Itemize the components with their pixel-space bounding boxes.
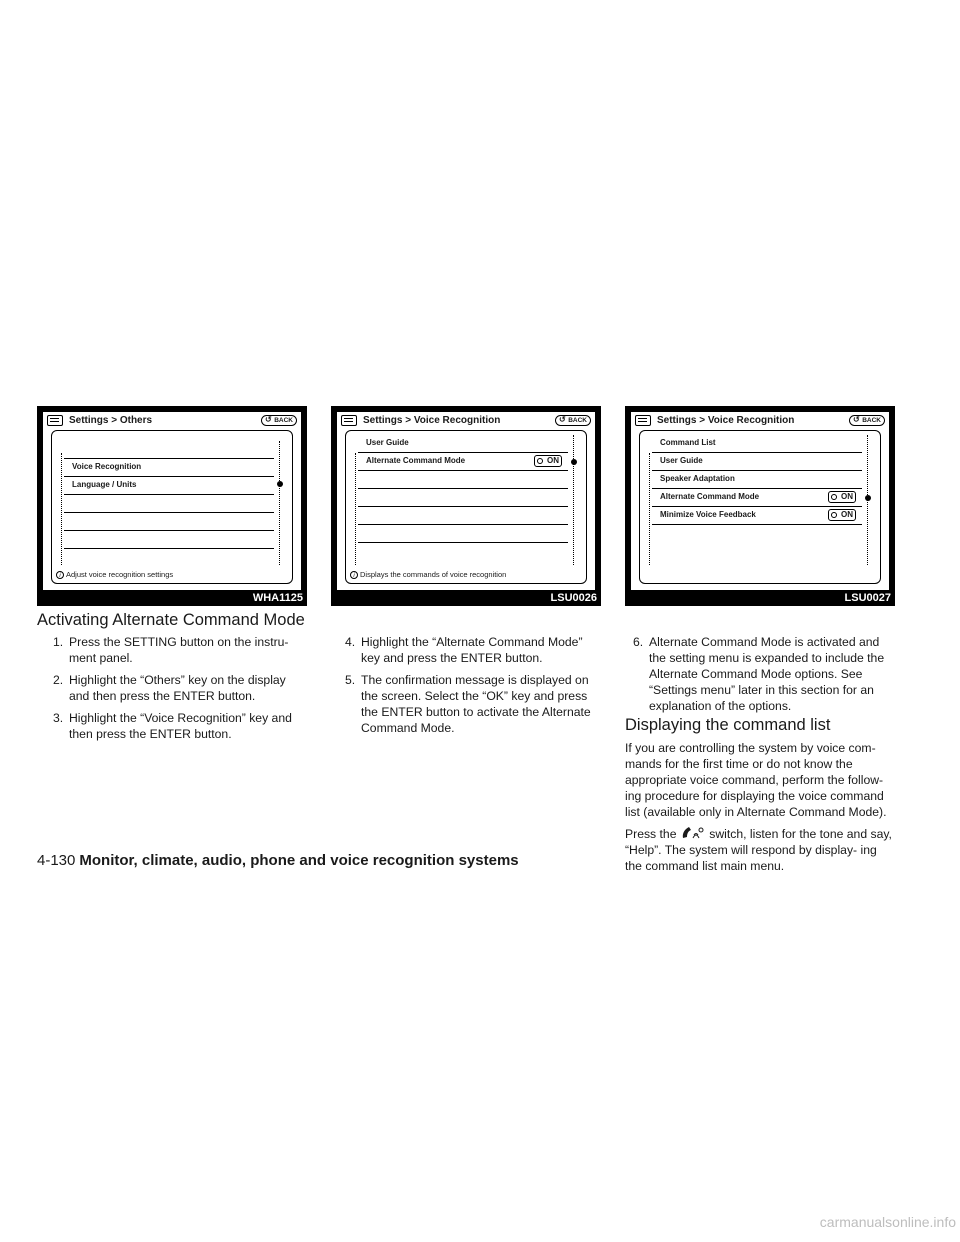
scroll-knob[interactable] bbox=[571, 459, 577, 465]
back-arrow-icon: ↺ bbox=[559, 415, 566, 424]
page-footer bbox=[37, 852, 519, 869]
screen-header bbox=[47, 414, 297, 430]
screen-header bbox=[635, 414, 885, 430]
left-scale bbox=[643, 453, 650, 565]
menu-row bbox=[64, 495, 274, 513]
paragraph: Press the switch, listen for the tone and say, “Help”. The system will respond by display- ing the command list main menu. bbox=[625, 827, 892, 873]
menu-row-alternate-command-mode[interactable]: Alternate Command Mode ON bbox=[358, 453, 568, 471]
radio-dot-icon bbox=[831, 512, 837, 518]
screen bbox=[337, 412, 595, 590]
step-item: 4. Highlight the “Alternate Command Mode” key and press the ENTER button. bbox=[345, 635, 583, 665]
figure-code: WHA1125 bbox=[252, 592, 303, 604]
radio-dot-icon bbox=[537, 458, 543, 464]
screen bbox=[43, 412, 301, 590]
menu-row bbox=[358, 525, 568, 543]
left-scale bbox=[349, 453, 356, 565]
info-bar: i Adjust voice recognition settings bbox=[56, 569, 288, 581]
menu-row bbox=[64, 531, 274, 549]
menu-row-speaker-adaptation[interactable]: Speaker Adaptation bbox=[652, 471, 862, 489]
menu-list bbox=[64, 441, 274, 549]
menu-icon bbox=[47, 415, 63, 426]
menu-row bbox=[358, 471, 568, 489]
scrollbar[interactable] bbox=[867, 435, 876, 565]
menu-row bbox=[64, 513, 274, 531]
menu-row bbox=[64, 441, 274, 459]
figure-voice-recognition bbox=[331, 406, 601, 606]
menu-row-language-units[interactable]: Language / Units bbox=[64, 477, 274, 495]
menu-panel bbox=[51, 430, 293, 584]
figure-code: LSU0026 bbox=[550, 592, 597, 604]
steps-column-2 bbox=[331, 634, 601, 742]
scrollbar[interactable] bbox=[279, 441, 288, 565]
menu-panel bbox=[639, 430, 881, 584]
scrollbar[interactable] bbox=[573, 435, 582, 565]
menu-icon bbox=[635, 415, 651, 426]
menu-row-minimize-voice-feedback[interactable]: Minimize Voice Feedback ON bbox=[652, 507, 862, 525]
menu-row-command-list[interactable]: Command List bbox=[652, 435, 862, 453]
back-arrow-icon: ↺ bbox=[265, 415, 272, 424]
figure-settings-others bbox=[37, 406, 307, 606]
menu-row-voice-recognition[interactable]: Voice Recognition bbox=[64, 459, 274, 477]
menu-row-user-guide[interactable]: User Guide bbox=[652, 453, 862, 471]
steps-column-1 bbox=[37, 634, 307, 748]
menu-row bbox=[358, 507, 568, 525]
back-button[interactable]: ↺ BACK bbox=[555, 415, 591, 426]
step-item: 3. Highlight the “Voice Recognition” key and then press the ENTER button. bbox=[53, 711, 292, 741]
back-button[interactable]: ↺ BACK bbox=[261, 415, 297, 426]
back-arrow-icon: ↺ bbox=[853, 415, 860, 424]
steps-column-3 bbox=[625, 634, 895, 720]
radio-dot-icon bbox=[831, 494, 837, 500]
on-toggle[interactable]: ON bbox=[534, 455, 562, 467]
talk-phone-icon bbox=[680, 826, 706, 840]
info-icon: i bbox=[56, 571, 64, 579]
menu-list bbox=[358, 435, 568, 543]
command-list-text bbox=[625, 740, 895, 880]
step-item: 2. Highlight the “Others” key on the display and then press the ENTER button. bbox=[53, 673, 286, 703]
menu-row-user-guide[interactable]: User Guide bbox=[358, 435, 568, 453]
info-icon: i bbox=[350, 571, 358, 579]
info-bar: i Displays the commands of voice recognition bbox=[350, 569, 582, 581]
chapter-title: Monitor, climate, audio, phone and voice recognition systems bbox=[79, 852, 519, 869]
menu-icon bbox=[341, 415, 357, 426]
step-item: 5. The confirmation message is displayed on the screen. Select the “OK” key and press the ENTER button to activate the Alternate Command Mode. bbox=[345, 673, 591, 735]
screen-title: Settings > Others bbox=[69, 415, 153, 426]
menu-list bbox=[652, 435, 862, 525]
figure-voice-recognition-expanded bbox=[625, 406, 895, 606]
left-scale bbox=[55, 453, 62, 565]
scroll-knob[interactable] bbox=[277, 481, 283, 487]
menu-row bbox=[358, 489, 568, 507]
step-item: 1. Press the SETTING button on the instru- ment panel. bbox=[53, 635, 289, 665]
on-toggle[interactable]: ON bbox=[828, 491, 856, 503]
back-button[interactable]: ↺ BACK bbox=[849, 415, 885, 426]
section-heading-activating: Activating Alternate Command Mode bbox=[37, 611, 305, 629]
page-number: 4-130 bbox=[37, 852, 76, 869]
screen bbox=[631, 412, 889, 590]
screen-title: Settings > Voice Recognition bbox=[363, 415, 501, 426]
menu-row-alternate-command-mode[interactable]: Alternate Command Mode ON bbox=[652, 489, 862, 507]
figure-code: LSU0027 bbox=[844, 592, 891, 604]
section-heading-command-list: Displaying the command list bbox=[625, 716, 831, 734]
on-toggle[interactable]: ON bbox=[828, 509, 856, 521]
screen-header bbox=[341, 414, 591, 430]
paragraph: If you are controlling the system by voice com- mands for the first time or do not know the appropriate voice command, perform the follow- ing procedure for displaying the voice command list (available only in Alternate Command Mode). bbox=[625, 741, 887, 819]
scroll-knob[interactable] bbox=[865, 495, 871, 501]
screen-title: Settings > Voice Recognition bbox=[657, 415, 795, 426]
step-item: 6. Alternate Command Mode is activated and the setting menu is expanded to include the Alternate Command Mode options. See “Settings menu” later in this section for an explanation of the options. bbox=[633, 635, 885, 713]
menu-panel bbox=[345, 430, 587, 584]
watermark: carmanualsonline.info bbox=[819, 1214, 956, 1230]
